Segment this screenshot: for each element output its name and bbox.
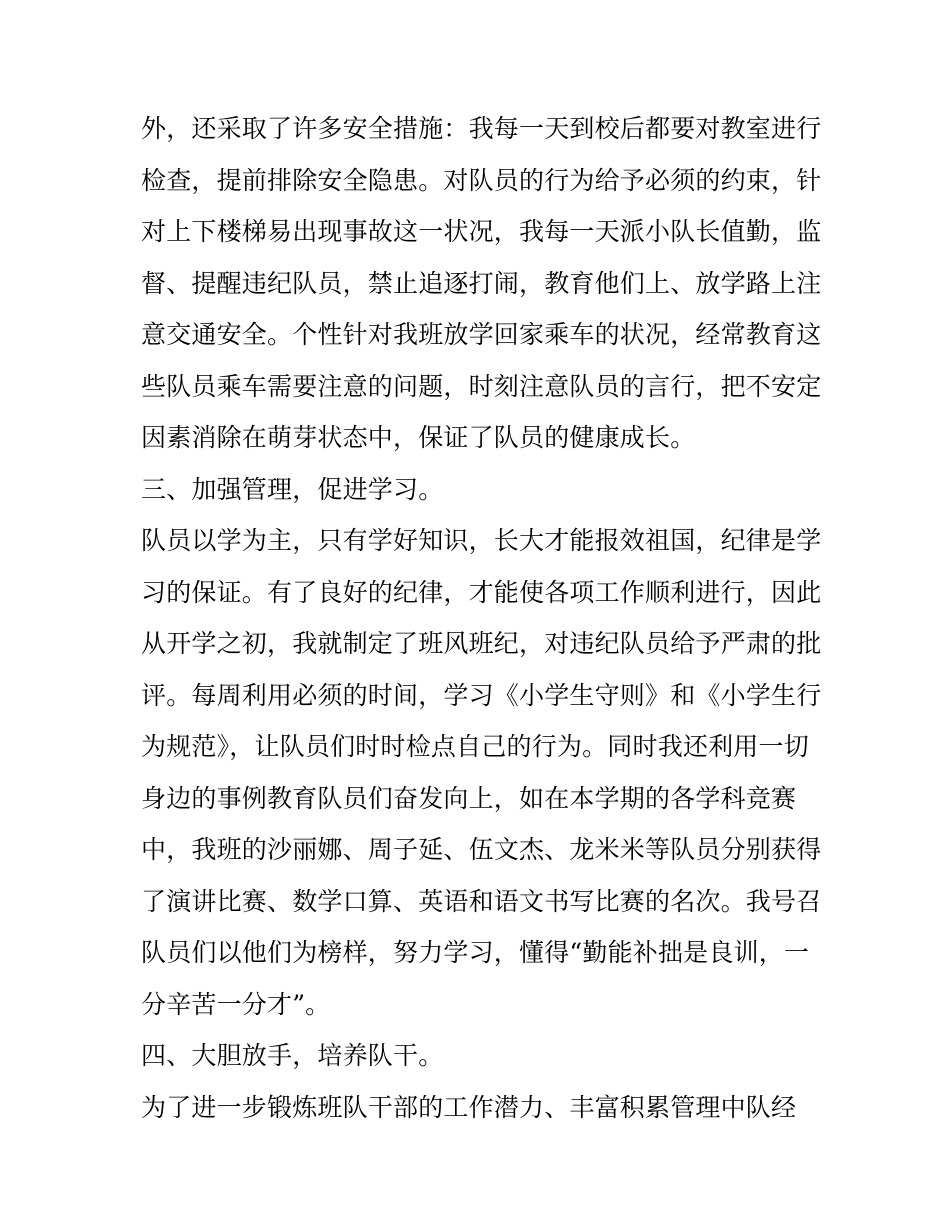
text-line-2: 检查，提前排除安全隐患。对队员的行为给予必须的约束，针 (141, 165, 822, 195)
text-line-4: 督、提醒违纪队员，禁止追逐打闹，教育他们上、放学路上注 (141, 268, 822, 298)
text-line-11: 从开学之初，我就制定了班风班纪，对违纪队员给予严肃的批 (141, 629, 822, 658)
text-line-5: 意交通安全。个性针对我班放学回家乘车的状况，经常教育这 (141, 320, 822, 349)
text-line-16: 了演讲比赛、数学口算、英语和语文书写比赛的名次。我号召 (141, 886, 822, 916)
section-heading-3: 三、加强管理，促进学习。 (141, 474, 444, 504)
document-body (141, 103, 821, 1133)
text-line-15: 中，我班的沙丽娜、周子延、伍文杰、龙米米等队员分别获得 (141, 835, 822, 864)
text-line-20: 为了进一步锻炼班队干部的工作潜力、丰富积累管理中队经 (141, 1092, 797, 1122)
text-line-13: 为规范》，让队员们时时检点自己的行为。同时我还利用一切 (141, 732, 809, 761)
text-line-17: 队员们以他们为榜样，努力学习，懂得“勤能补拙是良训，一 (141, 938, 810, 967)
section-heading-4: 四、大胆放手，培养队干。 (141, 1041, 444, 1070)
text-line-1: 外，还采取了许多安全措施：我每一天到校后都要对教室进行 (141, 114, 822, 143)
text-line-3: 对上下楼梯易出现事故这一状况，我每一天派小队长值勤，监 (141, 217, 822, 246)
text-line-18: 分辛苦一分才”。 (141, 989, 331, 1019)
text-line-10: 习的保证。有了良好的纪律，才能使各项工作顺利进行，因此 (141, 577, 822, 607)
text-line-7: 因素消除在萌芽状态中，保证了队员的健康成长。 (141, 423, 696, 452)
text-line-6: 些队员乘车需要注意的问题，时刻注意队员的言行，把不安定 (141, 371, 822, 401)
text-line-12: 评。每周利用必须的时间，学习《小学生守则》和《小学生行 (141, 680, 822, 710)
text-line-14: 身边的事例教育队员们奋发向上，如在本学期的各学科竞赛 (141, 783, 797, 813)
text-line-9: 队员以学为主，只有学好知识，长大才能报效祖国，纪律是学 (141, 526, 822, 555)
